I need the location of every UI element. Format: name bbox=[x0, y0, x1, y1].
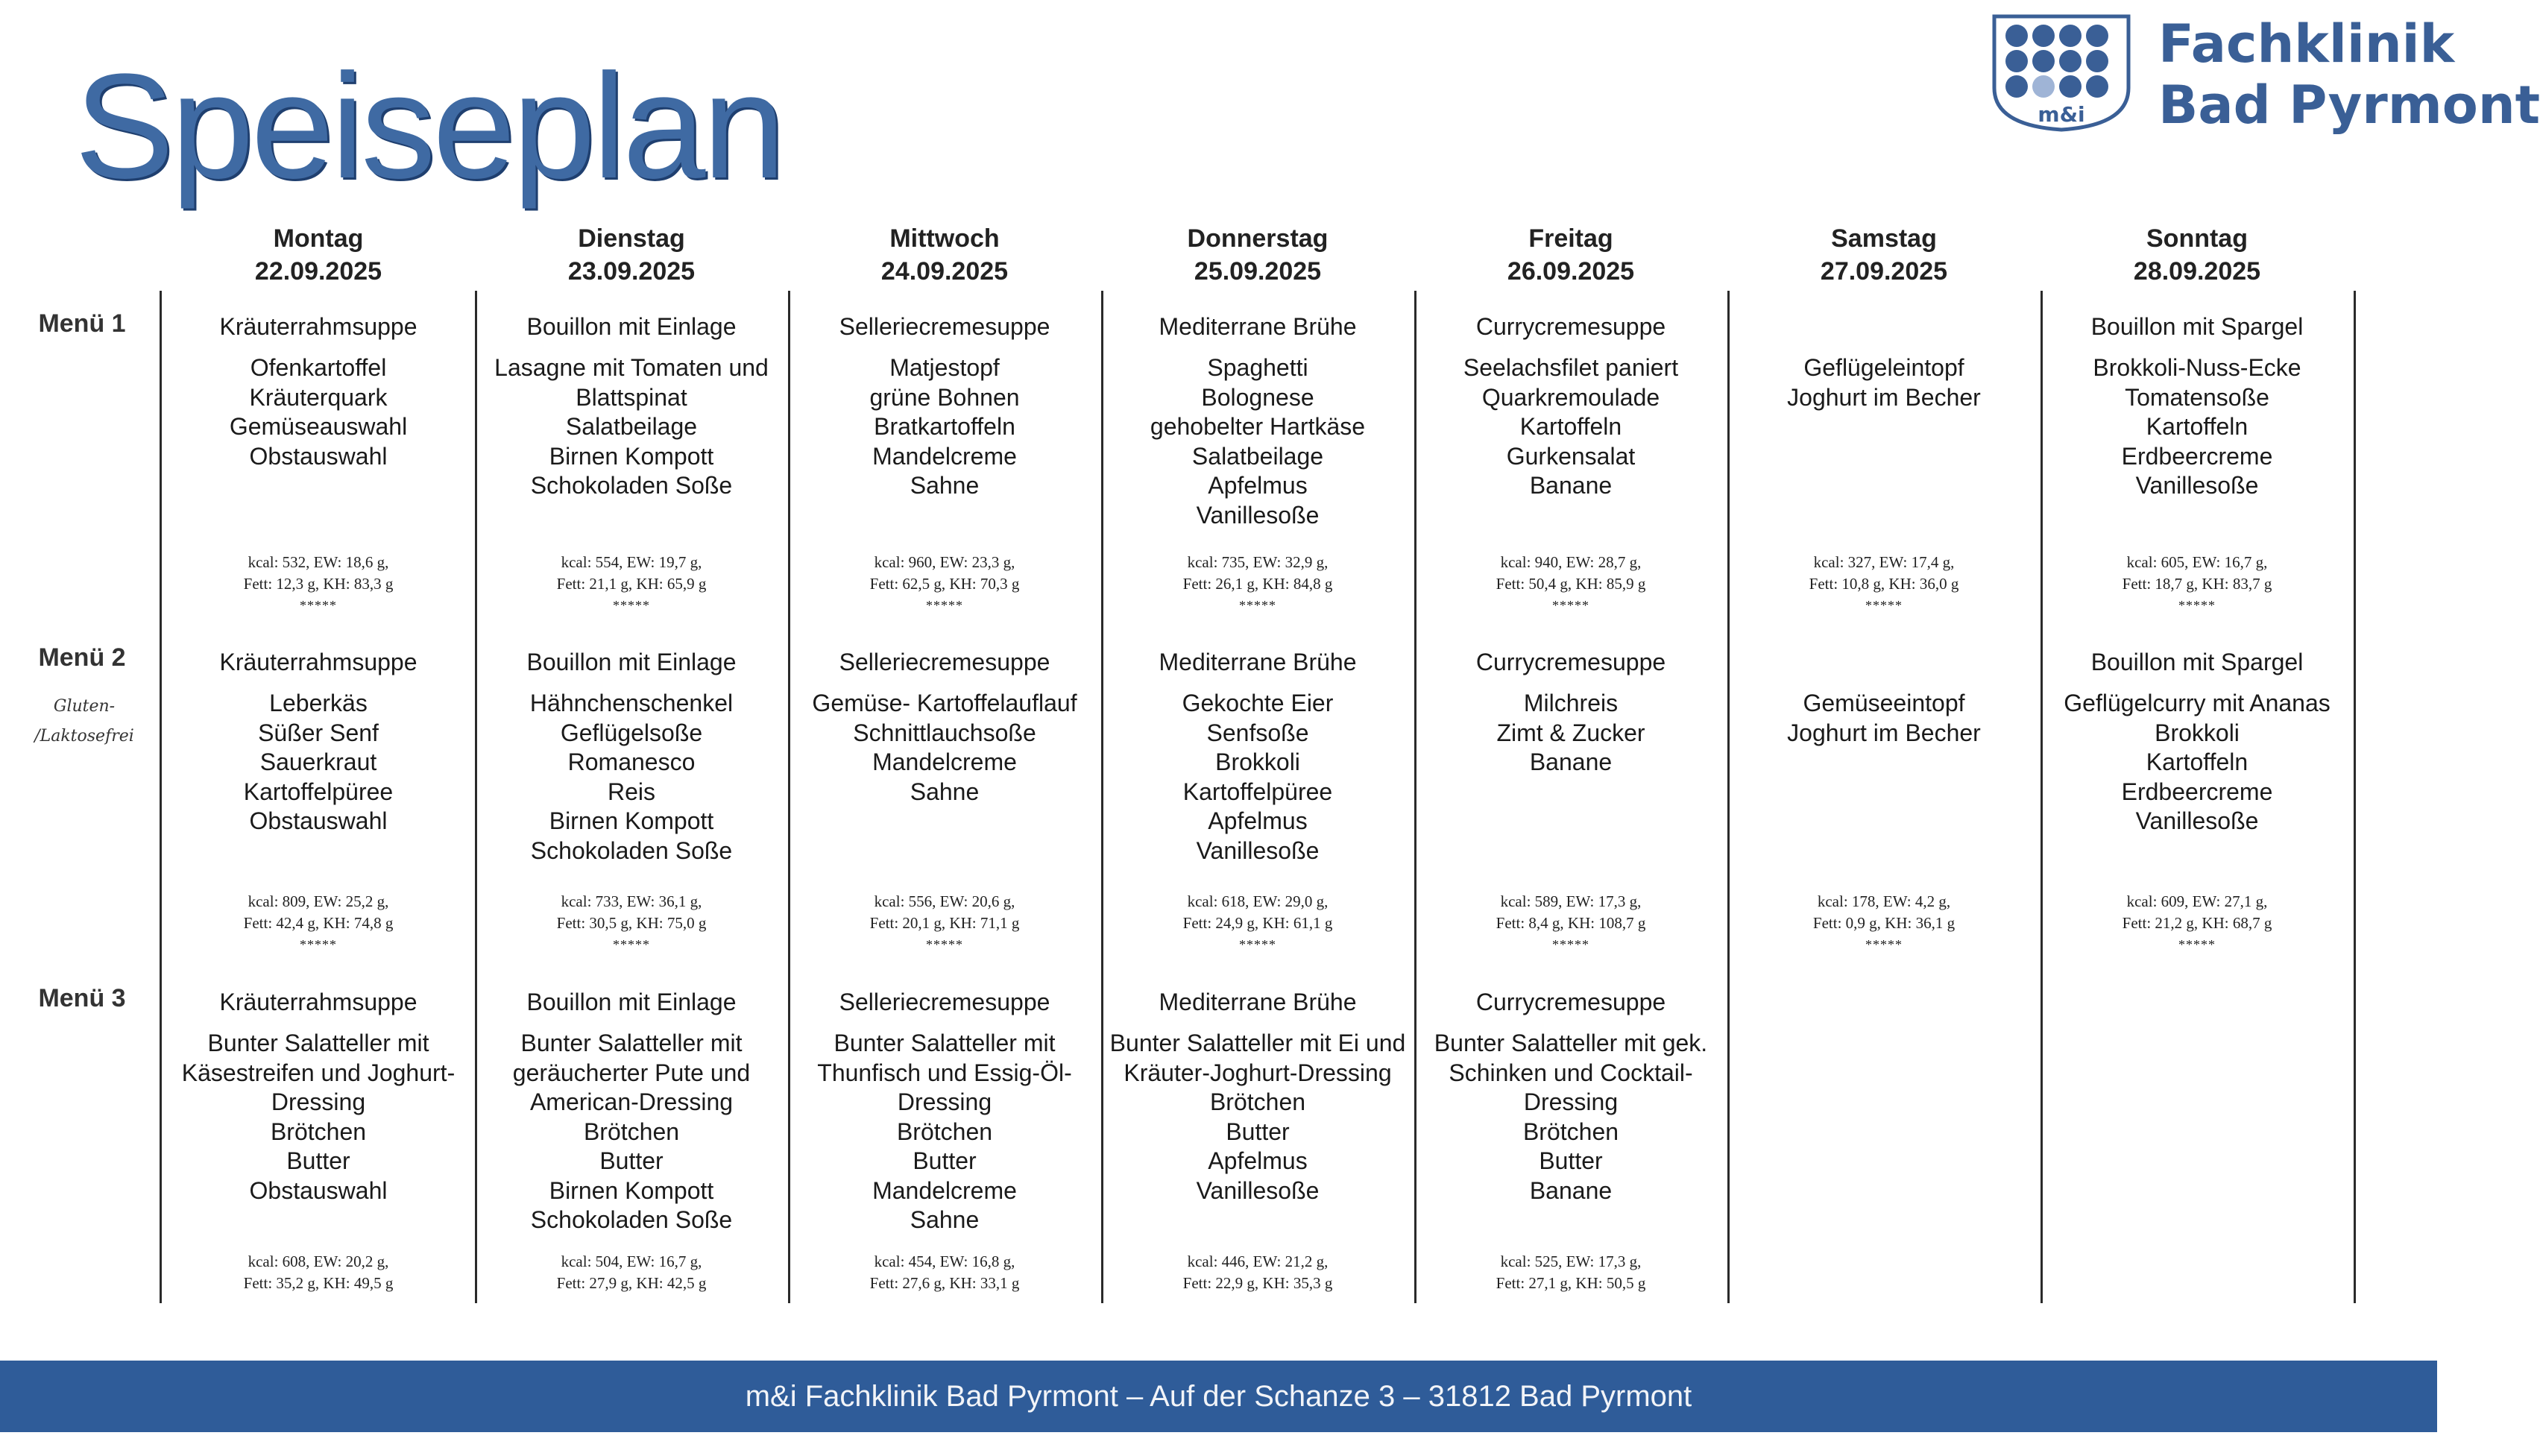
dish-item: Kartoffeln bbox=[1519, 413, 1622, 440]
day-name: Samstag bbox=[1831, 224, 1937, 253]
dish-list bbox=[2047, 689, 2347, 836]
dish-item: Milchreis bbox=[1523, 690, 1619, 716]
day-name: Donnerstag bbox=[1187, 224, 1329, 253]
dish-item: Butter bbox=[913, 1147, 977, 1174]
soup-item: Bouillon mit Einlage bbox=[526, 649, 737, 675]
soup-item: Kräuterrahmsuppe bbox=[219, 649, 417, 675]
dish-item: Mandelcreme bbox=[872, 749, 1017, 775]
dish-item: Schinken und Cocktail- bbox=[1449, 1059, 1693, 1086]
dish-item: Senfsoße bbox=[1206, 719, 1309, 746]
dish-item: Butter bbox=[1539, 1147, 1603, 1174]
menu-cell bbox=[795, 312, 1094, 501]
dish-item: Leberkäs bbox=[269, 690, 368, 716]
dish-item: Gemüseeintopf bbox=[1803, 690, 1965, 716]
soup-item: Selleriecremesuppe bbox=[839, 989, 1050, 1015]
dish-item: Bratkartoffeln bbox=[874, 413, 1015, 440]
dish-list bbox=[795, 353, 1094, 501]
nutrition-stars: ***** bbox=[1552, 598, 1589, 613]
dish-item: Spaghetti bbox=[1207, 354, 1308, 381]
dish-item: Blattspinat bbox=[576, 383, 687, 411]
nutrition-info bbox=[1108, 1251, 1408, 1294]
day-name: Mittwoch bbox=[889, 224, 1000, 253]
day-name: Freitag bbox=[1528, 224, 1613, 253]
nutrition-stars: ***** bbox=[1865, 598, 1903, 613]
menu-cell bbox=[168, 987, 468, 1206]
clinic-logo bbox=[1987, 13, 2540, 136]
nutrition-stars: ***** bbox=[926, 937, 963, 952]
column-divider bbox=[788, 291, 790, 1303]
column-divider bbox=[2354, 291, 2356, 1303]
nutrition-line: Fett: 22,9 g, KH: 35,3 g bbox=[1182, 1274, 1333, 1292]
nutrition-info bbox=[1734, 552, 2034, 617]
dish-item: gehobelter Hartkäse bbox=[1150, 413, 1366, 440]
nutrition-line: kcal: 454, EW: 16,8 g, bbox=[874, 1252, 1015, 1270]
nutrition-info bbox=[1421, 1251, 1721, 1294]
menu-cell bbox=[1421, 647, 1721, 778]
nutrition-stars: ***** bbox=[613, 598, 650, 613]
nutrition-line: Fett: 62,5 g, KH: 70,3 g bbox=[869, 575, 1020, 593]
dish-list bbox=[1734, 689, 2034, 748]
dish-item: Birnen Kompott bbox=[549, 1176, 714, 1204]
dish-item: Bunter Salatteller mit bbox=[207, 1030, 429, 1056]
dish-item: Thunfisch und Essig-Öl- bbox=[817, 1059, 1072, 1086]
nutrition-line: kcal: 556, EW: 20,6 g, bbox=[874, 892, 1015, 910]
dish-item: Kräuterquark bbox=[249, 383, 388, 411]
nutrition-line: kcal: 960, EW: 23,3 g, bbox=[874, 553, 1015, 571]
dish-item: Sahne bbox=[910, 778, 980, 805]
menu-2-diet-note bbox=[28, 692, 140, 751]
day-header-freitag bbox=[1414, 222, 1727, 288]
day-header-samstag bbox=[1727, 222, 2040, 288]
nutrition-line: Fett: 27,9 g, KH: 42,5 g bbox=[556, 1274, 707, 1292]
nutrition-line: Fett: 27,1 g, KH: 50,5 g bbox=[1496, 1274, 1646, 1292]
nutrition-line: kcal: 618, EW: 29,0 g, bbox=[1187, 892, 1329, 910]
dish-item: Apfelmus bbox=[1208, 807, 1308, 834]
nutrition-info bbox=[1421, 891, 1721, 956]
clinic-name bbox=[2158, 13, 2540, 136]
nutrition-info bbox=[1108, 552, 1408, 617]
dish-item: Obstauswahl bbox=[249, 807, 388, 834]
dish-item: Vanillesoße bbox=[2135, 807, 2259, 834]
day-header-sonntag bbox=[2040, 222, 2354, 288]
dish-list bbox=[1734, 353, 2034, 412]
nutrition-info bbox=[1108, 891, 1408, 956]
dish-item: Gemüse- Kartoffelauflauf bbox=[812, 690, 1077, 716]
menu-cell bbox=[482, 647, 781, 866]
nutrition-line: kcal: 525, EW: 17,3 g, bbox=[1500, 1252, 1642, 1270]
dish-list bbox=[1421, 353, 1721, 501]
nutrition-stars: ***** bbox=[1552, 937, 1589, 952]
dish-item: Brötchen bbox=[896, 1118, 993, 1145]
soup-item: Currycremesuppe bbox=[1475, 649, 1666, 675]
dish-item: Geflügelcurry mit Ananas bbox=[2064, 690, 2331, 716]
day-name: Montag bbox=[273, 224, 364, 253]
dish-list bbox=[1421, 1029, 1721, 1206]
dish-item: Bolognese bbox=[1201, 383, 1314, 411]
nutrition-line: kcal: 532, EW: 18,6 g, bbox=[248, 553, 389, 571]
dish-item: Mandelcreme bbox=[872, 442, 1017, 470]
page-title: Speiseplan bbox=[75, 43, 783, 209]
dish-item: Gurkensalat bbox=[1506, 442, 1636, 470]
dish-item: Butter bbox=[286, 1147, 350, 1174]
menu-cell bbox=[1108, 312, 1408, 530]
dish-item: Dressing bbox=[1523, 1088, 1619, 1115]
dish-item: Matjestopf bbox=[889, 354, 1000, 381]
nutrition-line: Fett: 50,4 g, KH: 85,9 g bbox=[1496, 575, 1646, 593]
dish-item: Dressing bbox=[271, 1088, 366, 1115]
day-date: 26.09.2025 bbox=[1507, 257, 1635, 286]
nutrition-stars: ***** bbox=[2178, 937, 2216, 952]
dish-list bbox=[482, 1029, 781, 1235]
logo-badge: m&i bbox=[2038, 102, 2085, 127]
dish-list bbox=[1108, 689, 1408, 866]
dish-item: Erdbeercreme bbox=[2121, 442, 2273, 470]
menu-cell bbox=[795, 647, 1094, 807]
nutrition-line: Fett: 20,1 g, KH: 71,1 g bbox=[869, 914, 1020, 932]
nutrition-line: kcal: 733, EW: 36,1 g, bbox=[561, 892, 702, 910]
dish-item: Banane bbox=[1529, 749, 1613, 775]
clinic-name-line1: Fachklinik bbox=[2158, 13, 2455, 75]
clinic-name-line2: Bad Pyrmont bbox=[2158, 75, 2540, 136]
day-header-mittwoch bbox=[788, 222, 1101, 288]
nutrition-line: kcal: 504, EW: 16,7 g, bbox=[561, 1252, 702, 1270]
dish-item: Erdbeercreme bbox=[2121, 778, 2273, 805]
dish-item: Brötchen bbox=[1209, 1088, 1306, 1115]
nutrition-line: Fett: 18,7 g, KH: 83,7 g bbox=[2122, 575, 2272, 593]
menu-cell bbox=[2047, 312, 2347, 501]
dish-item: Apfelmus bbox=[1208, 1147, 1308, 1174]
diet-note-line2: /Laktosefrei bbox=[34, 727, 134, 746]
nutrition-line: kcal: 605, EW: 16,7 g, bbox=[2126, 553, 2268, 571]
nutrition-line: Fett: 24,9 g, KH: 61,1 g bbox=[1182, 914, 1333, 932]
column-divider bbox=[160, 291, 162, 1303]
day-date: 28.09.2025 bbox=[2133, 257, 2261, 286]
nutrition-line: kcal: 809, EW: 25,2 g, bbox=[248, 892, 389, 910]
nutrition-stars: ***** bbox=[2178, 598, 2216, 613]
nutrition-line: kcal: 554, EW: 19,7 g, bbox=[561, 553, 702, 571]
dish-item: Dressing bbox=[897, 1088, 992, 1115]
menu-cell bbox=[1421, 987, 1721, 1206]
menu-cell bbox=[1108, 647, 1408, 866]
dish-item: Schokoladen Soße bbox=[530, 1206, 733, 1233]
soup-item: Currycremesuppe bbox=[1475, 989, 1666, 1015]
diet-note-line1: Gluten- bbox=[53, 697, 116, 716]
dish-item: Mandelcreme bbox=[872, 1176, 1017, 1204]
dish-item: Brokkoli bbox=[2155, 719, 2240, 746]
nutrition-stars: ***** bbox=[1239, 598, 1276, 613]
dish-item: Kartoffeln bbox=[2146, 413, 2249, 440]
dish-item: grüne Bohnen bbox=[869, 383, 1020, 411]
nutrition-stars: ***** bbox=[1239, 937, 1276, 952]
dish-item: Romanesco bbox=[567, 749, 696, 775]
soup-item: Mediterrane Brühe bbox=[1159, 313, 1357, 340]
dish-item: Bunter Salatteller mit gek. bbox=[1434, 1030, 1708, 1056]
nutrition-line: Fett: 8,4 g, KH: 108,7 g bbox=[1496, 914, 1646, 932]
nutrition-stars: ***** bbox=[300, 937, 337, 952]
dish-item: Tomatensoße bbox=[2125, 383, 2269, 411]
soup-item: Bouillon mit Einlage bbox=[526, 989, 737, 1015]
dish-item: Geflügeleintopf bbox=[1803, 354, 1964, 381]
dish-item: Bunter Salatteller mit bbox=[833, 1030, 1056, 1056]
nutrition-info bbox=[482, 552, 781, 617]
dish-item: Vanillesoße bbox=[1196, 1176, 1320, 1204]
nutrition-line: kcal: 735, EW: 32,9 g, bbox=[1187, 553, 1329, 571]
nutrition-line: Fett: 0,9 g, KH: 36,1 g bbox=[1812, 914, 1956, 932]
soup-item: Selleriecremesuppe bbox=[839, 649, 1050, 675]
dish-item: Butter bbox=[1226, 1118, 1290, 1145]
nutrition-stars: ***** bbox=[300, 598, 337, 613]
soup-item: Mediterrane Brühe bbox=[1159, 989, 1357, 1015]
nutrition-line: Fett: 12,3 g, KH: 83,3 g bbox=[243, 575, 394, 593]
soup-item: Mediterrane Brühe bbox=[1159, 649, 1357, 675]
menu-cell bbox=[482, 987, 781, 1235]
day-header-dienstag bbox=[475, 222, 788, 288]
dish-item: Lasagne mit Tomaten und bbox=[494, 354, 769, 381]
dish-item: Reis bbox=[607, 778, 655, 805]
nutrition-info bbox=[795, 552, 1094, 617]
dish-item: Sahne bbox=[910, 472, 980, 499]
dish-item: Birnen Kompott bbox=[549, 807, 714, 834]
dish-item: Süßer Senf bbox=[258, 719, 379, 746]
nutrition-line: kcal: 178, EW: 4,2 g, bbox=[1817, 892, 1951, 910]
dish-item: Bunter Salatteller mit bbox=[520, 1030, 743, 1056]
menu-label-1: Menü 1 bbox=[38, 309, 126, 338]
nutrition-info bbox=[1734, 891, 2034, 956]
nutrition-line: kcal: 589, EW: 17,3 g, bbox=[1500, 892, 1642, 910]
menu-cell bbox=[1421, 312, 1721, 501]
dish-item: Brötchen bbox=[583, 1118, 680, 1145]
menu-label-2: Menü 2 bbox=[38, 643, 126, 672]
dish-item: Schokoladen Soße bbox=[530, 472, 733, 499]
day-header-montag bbox=[162, 222, 475, 288]
day-name: Dienstag bbox=[578, 224, 685, 253]
dish-item: Hähnchenschenkel bbox=[529, 690, 734, 716]
dish-item: Birnen Kompott bbox=[549, 442, 714, 470]
dish-item: Seelachsfilet paniert bbox=[1463, 354, 1679, 381]
menu-cell bbox=[482, 312, 781, 501]
menu-cell bbox=[1734, 353, 2034, 412]
nutrition-line: Fett: 21,1 g, KH: 65,9 g bbox=[556, 575, 707, 593]
nutrition-line: kcal: 608, EW: 20,2 g, bbox=[248, 1252, 389, 1270]
menu-cell bbox=[1734, 689, 2034, 748]
dish-list bbox=[1108, 353, 1408, 530]
dish-item: Schnittlauchsoße bbox=[853, 719, 1036, 746]
nutrition-line: Fett: 27,6 g, KH: 33,1 g bbox=[869, 1274, 1020, 1292]
soup-item: Bouillon mit Spargel bbox=[2090, 649, 2304, 675]
dish-list bbox=[795, 689, 1094, 807]
nutrition-line: Fett: 21,2 g, KH: 68,7 g bbox=[2122, 914, 2272, 932]
dish-item: Kartoffelpüree bbox=[1182, 778, 1333, 805]
dish-item: American-Dressing bbox=[529, 1088, 734, 1115]
dish-item: Brötchen bbox=[1522, 1118, 1619, 1145]
nutrition-info bbox=[1421, 552, 1721, 617]
day-date: 24.09.2025 bbox=[880, 257, 1009, 286]
nutrition-line: Fett: 10,8 g, KH: 36,0 g bbox=[1809, 575, 1959, 593]
nutrition-stars: ***** bbox=[1865, 937, 1903, 952]
dish-item: Joghurt im Becher bbox=[1787, 719, 1981, 746]
nutrition-line: kcal: 609, EW: 27,1 g, bbox=[2126, 892, 2268, 910]
soup-item: Bouillon mit Spargel bbox=[2090, 313, 2304, 340]
nutrition-info bbox=[2047, 891, 2347, 956]
dish-item: Kartoffeln bbox=[2146, 749, 2249, 775]
dish-item: Banane bbox=[1529, 472, 1613, 499]
dish-item: Joghurt im Becher bbox=[1787, 383, 1981, 411]
soup-item: Kräuterrahmsuppe bbox=[219, 989, 417, 1015]
dish-list bbox=[795, 1029, 1094, 1235]
dish-item: Butter bbox=[599, 1147, 664, 1174]
dish-item: Brötchen bbox=[270, 1118, 367, 1145]
dish-list bbox=[1108, 1029, 1408, 1206]
nutrition-info bbox=[795, 891, 1094, 956]
dish-item: Geflügelsoße bbox=[560, 719, 703, 746]
column-divider bbox=[1101, 291, 1103, 1303]
nutrition-line: Fett: 42,4 g, KH: 74,8 g bbox=[243, 914, 394, 932]
nutrition-stars: ***** bbox=[926, 598, 963, 613]
column-divider bbox=[475, 291, 477, 1303]
column-divider bbox=[1414, 291, 1416, 1303]
menu-cell bbox=[168, 312, 468, 471]
dish-item: Vanillesoße bbox=[1196, 501, 1320, 529]
menu-cell bbox=[795, 987, 1094, 1235]
dish-item: Brokkoli-Nuss-Ecke bbox=[2093, 354, 2301, 381]
dish-item: Vanillesoße bbox=[1196, 836, 1320, 864]
dish-list bbox=[2047, 353, 2347, 501]
dish-item: Käsestreifen und Joghurt- bbox=[181, 1059, 456, 1086]
nutrition-line: kcal: 327, EW: 17,4 g, bbox=[1813, 553, 1955, 571]
soup-item: Selleriecremesuppe bbox=[839, 313, 1050, 340]
dish-item: Obstauswahl bbox=[249, 1176, 388, 1204]
dish-item: Schokoladen Soße bbox=[530, 836, 733, 864]
nutrition-info bbox=[168, 1251, 468, 1294]
dish-item: Kartoffelpüree bbox=[243, 778, 394, 805]
dish-item: Brokkoli bbox=[1215, 749, 1300, 775]
dish-item: Obstauswahl bbox=[249, 442, 388, 470]
dish-item: geräucherter Pute und bbox=[512, 1059, 751, 1086]
nutrition-info bbox=[2047, 552, 2347, 617]
nutrition-stars: ***** bbox=[613, 937, 650, 952]
column-divider bbox=[2040, 291, 2043, 1303]
dish-item: Vanillesoße bbox=[2135, 472, 2259, 499]
dish-list bbox=[168, 353, 468, 471]
day-date: 22.09.2025 bbox=[254, 257, 382, 286]
nutrition-line: Fett: 26,1 g, KH: 84,8 g bbox=[1182, 575, 1333, 593]
dish-item: Apfelmus bbox=[1208, 472, 1308, 499]
dish-item: Bunter Salatteller mit Ei und bbox=[1109, 1030, 1406, 1056]
nutrition-info bbox=[795, 1251, 1094, 1294]
dish-item: Zimt & Zucker bbox=[1496, 719, 1645, 746]
dish-list bbox=[1421, 689, 1721, 778]
day-date: 25.09.2025 bbox=[1194, 257, 1322, 286]
soup-item: Kräuterrahmsuppe bbox=[219, 313, 417, 340]
day-date: 27.09.2025 bbox=[1820, 257, 1948, 286]
menu-cell bbox=[2047, 647, 2347, 836]
dish-item: Sauerkraut bbox=[259, 749, 377, 775]
day-name: Sonntag bbox=[2146, 224, 2248, 253]
day-header-donnerstag bbox=[1101, 222, 1414, 288]
dish-item: Ofenkartoffel bbox=[250, 354, 387, 381]
dish-list bbox=[482, 353, 781, 501]
soup-item: Bouillon mit Einlage bbox=[526, 313, 737, 340]
dish-list bbox=[168, 689, 468, 836]
nutrition-info bbox=[482, 891, 781, 956]
dish-item: Gekochte Eier bbox=[1182, 690, 1334, 716]
footer-address: m&i Fachklinik Bad Pyrmont – Auf der Schanze 3 – 31812 Bad Pyrmont bbox=[0, 1361, 2437, 1432]
column-divider bbox=[1727, 291, 1730, 1303]
nutrition-info bbox=[482, 1251, 781, 1294]
menu-label-3: Menü 3 bbox=[38, 984, 126, 1012]
dish-item: Quarkremoulade bbox=[1481, 383, 1660, 411]
dish-list bbox=[168, 1029, 468, 1206]
nutrition-info bbox=[168, 891, 468, 956]
day-date: 23.09.2025 bbox=[567, 257, 696, 286]
nutrition-line: Fett: 30,5 g, KH: 75,0 g bbox=[556, 914, 707, 932]
dish-item: Salatbeilage bbox=[565, 413, 698, 440]
dish-item: Banane bbox=[1529, 1176, 1613, 1204]
nutrition-line: Fett: 35,2 g, KH: 49,5 g bbox=[243, 1274, 394, 1292]
nutrition-info bbox=[168, 552, 468, 617]
menu-cell bbox=[1108, 987, 1408, 1206]
dish-item: Salatbeilage bbox=[1191, 442, 1324, 470]
nutrition-line: kcal: 446, EW: 21,2 g, bbox=[1187, 1252, 1329, 1270]
dish-item: Kräuter-Joghurt-Dressing bbox=[1124, 1059, 1392, 1086]
menu-cell bbox=[168, 647, 468, 836]
clinic-logo-icon bbox=[1987, 13, 2136, 133]
dish-item: Sahne bbox=[910, 1206, 980, 1233]
dish-item: Gemüseauswahl bbox=[229, 413, 408, 440]
nutrition-line: kcal: 940, EW: 28,7 g, bbox=[1500, 553, 1642, 571]
dish-list bbox=[482, 689, 781, 866]
soup-item: Currycremesuppe bbox=[1475, 313, 1666, 340]
